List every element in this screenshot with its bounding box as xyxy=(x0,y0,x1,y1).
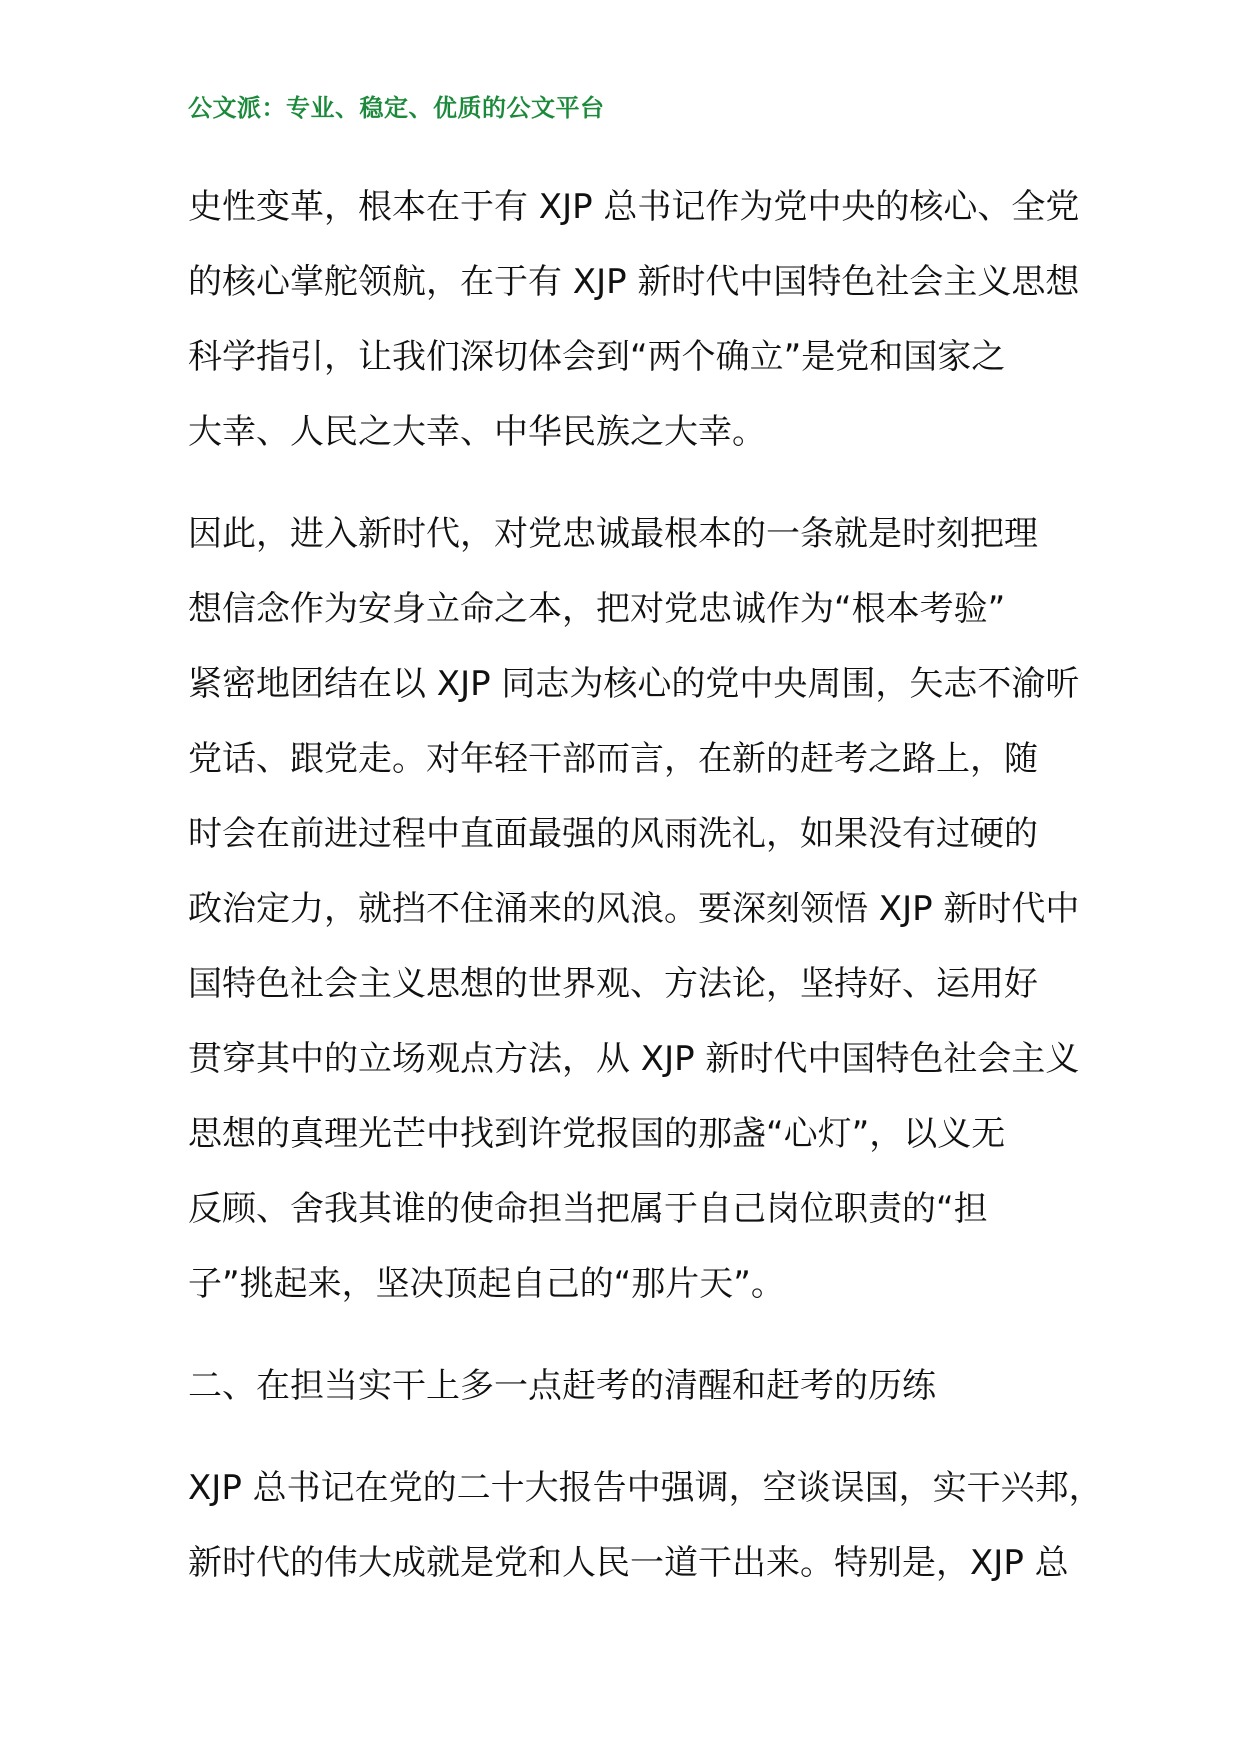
section-heading xyxy=(188,1349,1078,1424)
text-line: 紧密地团结在以 XJP 同志为核心的党中央周围，矢志不渝听 xyxy=(188,664,1080,704)
text-line: 新时代的伟大成就是党和人民一道干出来。特别是，XJP 总 xyxy=(188,1543,1069,1583)
text-line: 国特色社会主义思想的世界观、方法论，坚持好、运用好 xyxy=(188,964,1038,1004)
paragraph-2 xyxy=(188,497,1078,1322)
paragraph-1 xyxy=(188,170,1078,470)
text-line: 党话、跟党走。对年轻干部而言，在新的赶考之路上，随 xyxy=(188,739,1038,779)
text-line: 时会在前进过程中直面最强的风雨洗礼，如果没有过硬的 xyxy=(188,814,1038,854)
text-line: 反顾、舍我其谁的使命担当把属于自己岗位职责的“担 xyxy=(188,1189,988,1229)
body-text xyxy=(188,170,1103,1628)
text-line: 大幸、人民之大幸、中华民族之大幸。 xyxy=(188,412,766,452)
text-line: 政治定力，就挡不住涌来的风浪。要深刻领悟 XJP 新时代中 xyxy=(188,889,1080,929)
text-line: XJP 总书记在党的二十大报告中强调，空谈误国，实干兴邦， xyxy=(188,1468,1103,1508)
text-line: 子”挑起来，坚决顶起自己的“那片天”。 xyxy=(188,1264,785,1304)
text-line: 因此，进入新时代，对党忠诚最根本的一条就是时刻把理 xyxy=(188,514,1038,554)
text-line: 科学指引，让我们深切体会到“两个确立”是党和国家之 xyxy=(188,337,1006,377)
paragraph-3 xyxy=(188,1451,1103,1601)
text-line: 的核心掌舵领航，在于有 XJP 新时代中国特色社会主义思想 xyxy=(188,262,1080,302)
heading-line: 二、在担当实干上多一点赶考的清醒和赶考的历练 xyxy=(188,1366,936,1406)
page-header: 公文派：专业、稳定、优质的公文平台 xyxy=(188,94,605,122)
text-line: 史性变革，根本在于有 XJP 总书记作为党中央的核心、全党 xyxy=(188,187,1080,227)
text-line: 思想的真理光芒中找到许党报国的那盏“心灯”，以义无 xyxy=(188,1114,1006,1154)
text-line: 想信念作为安身立命之本，把对党忠诚作为“根本考验” xyxy=(188,589,1006,629)
text-line: 贯穿其中的立场观点方法，从 XJP 新时代中国特色社会主义 xyxy=(188,1039,1080,1079)
